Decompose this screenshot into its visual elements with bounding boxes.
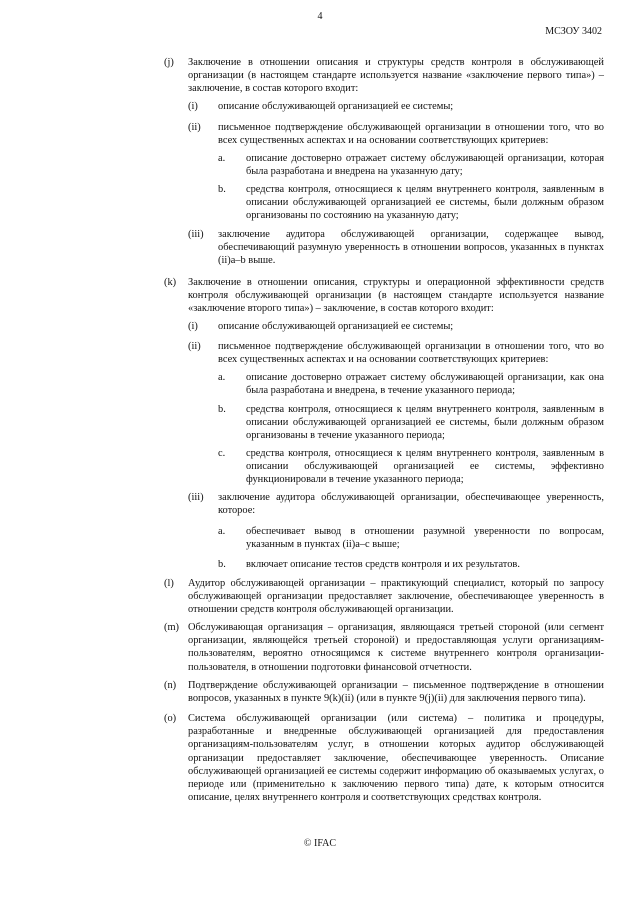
item-label: b. — [218, 404, 226, 415]
item-label: (n) — [164, 680, 177, 691]
item-label: (i) — [188, 101, 198, 112]
item-label: a. — [218, 153, 226, 164]
item-text: средства контроля, относящиеся к целям внутреннего контроля, заявленным в описании обслуживающей организацией ее системы, были должным образом организованы по состоянию на указанную дату; — [246, 184, 604, 222]
item-text: заключение аудитора обслуживающей организации, содержащее вывод, обеспечивающий разумную уверенность в отношении вопросов, указанных в пунктах (ii)a–b выше. — [218, 229, 604, 267]
item-label: b. — [218, 559, 226, 570]
item-text: обеспечивает вывод в отношении разумной уверенности по вопросам, указанным в пунктах (ii)a–c выше; — [246, 526, 604, 551]
item-text: включает описание тестов средств контроля и их результатов. — [246, 559, 520, 570]
item-text: письменное подтверждение обслуживающей организации в отношении того, что во всех существенных аспектах и на основании соответствующих критериев: — [218, 341, 604, 366]
item-label: (j) — [164, 57, 174, 68]
item-label: (i) — [188, 321, 198, 332]
item-text: Система обслуживающей организации (или система) – политика и процедуры, разработанные и внедренные обслуживающей организацией для предоставления организациям-пользователям услуг, в отношении которых аудитор обслуживающей организации предоставляет заключение, обеспечивающее уверенность. Описание обслуживающей организацией ее системы содержит информацию об оказываемых услугах, о периоде или (применительно к заключению первого типа) дате, к которым относится описание, целях внутреннего контроля и соответствующих средствах контроля. — [188, 713, 604, 804]
item-label: (ii) — [188, 341, 201, 352]
item-text: Подтверждение обслуживающей организации – письменное подтверждение в отношении вопросов, указанных в пункте 9(k)(ii) (или в пункте 9(j)(ii) для заключения первого типа). — [188, 680, 604, 705]
page-number: 4 — [317, 11, 323, 22]
item-label: (m) — [164, 622, 180, 633]
item-text: Обслуживающая организация – организация, являющаяся третьей стороной (или сегмент организации, являющейся третьей стороной) и предоставляющая услуги организациям-пользователям, вероятно относящимся к системе внутреннего контроля организации-пользователя, в отношении подготовки финансовой отчетности. — [188, 622, 604, 673]
item-label: (l) — [164, 578, 174, 589]
item-text: письменное подтверждение обслуживающей организации в отношении того, что во всех существенных аспектах и на основании соответствующих критериев: — [218, 122, 604, 147]
item-label: (ii) — [188, 122, 201, 133]
item-text: заключение аудитора обслуживающей организации, обеспечивающее уверенность, которое: — [218, 492, 604, 517]
item-label: b. — [218, 184, 226, 195]
item-label: (iii) — [188, 229, 204, 240]
item-text: Заключение в отношении описания, структуры и операционной эффективности средств контроля обслуживающей организации (в настоящем стандарте используется название «заключение второго типа») – заключение, в состав которого входит: — [188, 277, 604, 315]
item-label: (k) — [164, 277, 177, 288]
item-label: c. — [218, 448, 226, 459]
item-text: описание обслуживающей организацией ее системы; — [218, 101, 454, 112]
item-label: (iii) — [188, 492, 204, 503]
item-text: описание достоверно отражает систему обслуживающей организации, которая была разработана и внедрена на указанную дату; — [246, 153, 604, 178]
item-text: средства контроля, относящиеся к целям внутреннего контроля, заявленным в описании обслуживающей организацией ее системы, были должным образом организованы в течение указанного периода; — [246, 404, 604, 442]
item-label: a. — [218, 372, 226, 383]
item-text: описание обслуживающей организацией ее системы; — [218, 321, 454, 332]
item-label: a. — [218, 526, 226, 537]
item-text: Заключение в отношении описания и структуры средств контроля в обслуживающей организации (в настоящем стандарте используется название «заключение первого типа») – заключение, в состав которого входит: — [188, 57, 604, 95]
item-text: Аудитор обслуживающей организации – практикующий специалист, который по запросу обслуживающей организации предоставляет заключение, обеспечивающее уверенность в отношении средств контроля обслуживающей организации. — [188, 578, 604, 616]
item-text: средства контроля, относящиеся к целям внутреннего контроля, заявленным в описании обслуживающей организацией ее системы, эффективно функционировали в течение указанного периода; — [246, 448, 604, 486]
item-label: (o) — [164, 713, 177, 724]
item-text: описание достоверно отражает систему обслуживающей организации, как она была разработана и внедрена, в течение указанного периода; — [246, 372, 604, 397]
footer-copyright: © IFAC — [303, 838, 337, 849]
standard-code: МСЗОУ 3402 — [545, 26, 602, 37]
